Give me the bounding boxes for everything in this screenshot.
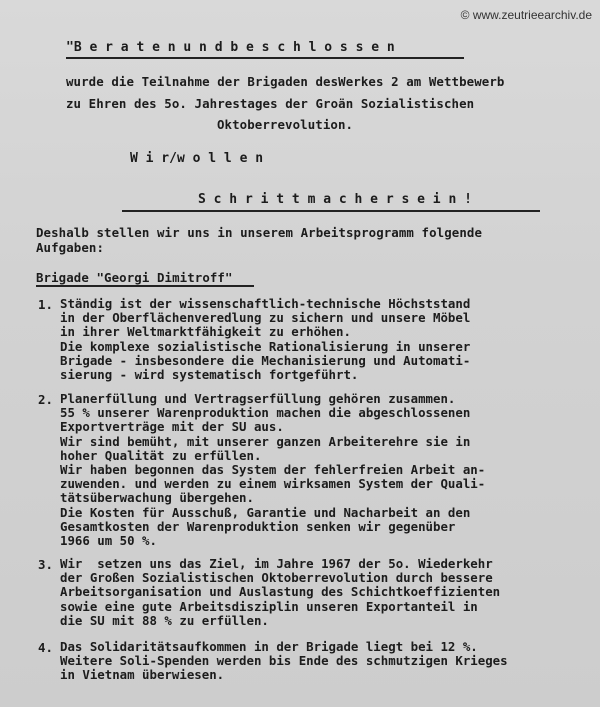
item-3-line: der Großen Sozialistischen Oktoberrevolution durch bessere (60, 570, 493, 586)
item-1-line: in ihrer Weltmarktfähigkeit zu erhöhen. (60, 324, 351, 340)
item-2-line: 1966 um 50 %. (60, 533, 157, 549)
heading-beraten: "B e r a t e n u n d b e s c h l o s s e n (66, 40, 395, 55)
item-2-line: Exportverträge mit der SU aus. (60, 419, 284, 435)
item-2-line: tätsüberwachung übergehen. (60, 490, 254, 506)
item-1-line: sierung - wird systematisch fortgeführt. (60, 367, 359, 383)
item-2-number: 2. (38, 392, 53, 407)
item-2-line: Gesamtkosten der Warenproduktion senken wir gegenüber (60, 518, 456, 534)
item-1-line: Ständig ist der wissenschaftlich-technische Höchststand (60, 296, 471, 311)
item-2-line: hoher Qualität zu erfüllen. (60, 447, 262, 463)
item-3-line: Wir setzen uns das Ziel, im Jahre 1967 der 5o. Wiederkehr (60, 556, 493, 571)
item-2-line: zuwenden. und werden zu einem wirksamen System der Quali- (60, 476, 486, 492)
item-2-line: 55 % unserer Warenproduktion machen die abgeschlossenen (60, 405, 471, 421)
item-3-line: sowie eine gute Arbeitsdisziplin unseren Exportanteil in (60, 598, 478, 614)
item-4-line: Weitere Soli-Spenden werden bis Ende des schmutzigen Krieges (60, 653, 508, 669)
item-3-line: Arbeitsorganisation und Auslastung des Schichtkoeffizienten (60, 584, 501, 600)
wir-wollen: W i r/w o l l e n (130, 151, 264, 166)
deshalb-line-1: Deshalb stellen wir uns in unserem Arbeitsprogramm folgende (36, 225, 483, 240)
item-1-text (60, 297, 470, 382)
item-3-text (60, 557, 500, 628)
item-2-line: Planerfüllung und Vertragserfüllung gehören zusammen. (60, 391, 456, 406)
item-2-text (60, 392, 485, 548)
item-1-line: Die komplexe sozialistische Rationalisierung in unserer (60, 338, 471, 354)
item-2-line: Die Kosten für Ausschuß, Garantie und Nacharbeit an den (60, 504, 471, 520)
heading-schrittmacher: S c h r i t t m a c h e r s e i n ! (198, 192, 472, 207)
item-1-number: 1. (38, 297, 53, 312)
heading-underline-2 (122, 210, 540, 212)
deshalb-line-2: Aufgaben: (36, 240, 105, 255)
item-3-line: die SU mit 88 % zu erfüllen. (60, 612, 269, 628)
item-1-line: Brigade - insbesondere die Mechanisierung und Automati- (60, 352, 471, 368)
item-3-number: 3. (38, 557, 53, 572)
brigade-title: Brigade "Georgi Dimitroff" (36, 270, 233, 285)
watermark: © www.zeutrieearchiv.de (460, 8, 592, 22)
item-2-line: Wir sind bemüht, mit unserer ganzen Arbeiterehre sie in (60, 433, 471, 449)
intro-line-1: wurde die Teilnahme der Brigaden desWerkes 2 am Wettbewerb (66, 74, 505, 89)
brigade-underline (36, 285, 254, 287)
intro-line-3: Oktoberrevolution. (217, 117, 354, 132)
item-4-number: 4. (38, 640, 53, 655)
intro-line-2: zu Ehren des 5o. Jahrestages der Groän Sozialistischen (66, 96, 475, 111)
item-4-text (60, 640, 508, 683)
item-2-line: Wir haben begonnen das System der fehlerfreien Arbeit an- (60, 462, 486, 478)
item-1-line: in der Oberflächenveredlung zu sichern und unsere Möbel (60, 310, 471, 326)
item-4-line: Das Solidaritätsaufkommen in der Brigade liegt bei 12 %. (60, 639, 478, 654)
heading-underline (66, 57, 464, 59)
item-4-line: in Vietnam überwiesen. (60, 667, 225, 683)
